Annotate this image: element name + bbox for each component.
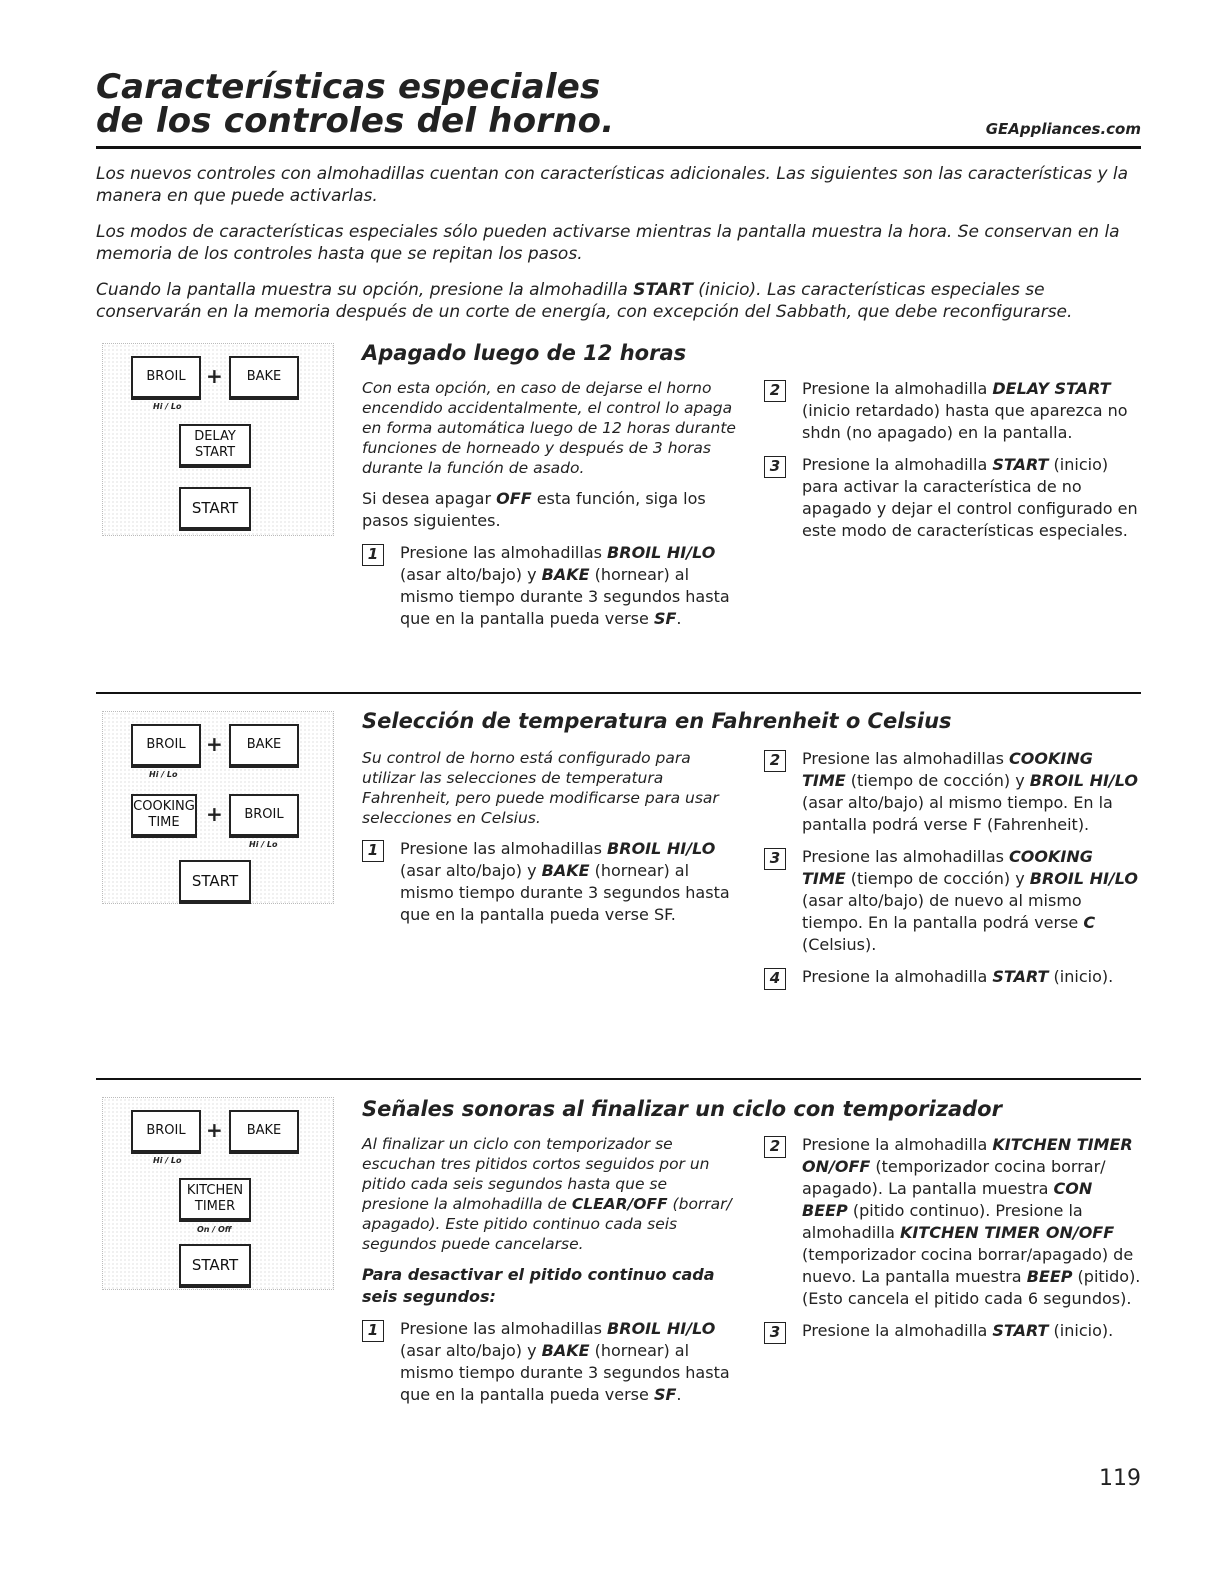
keypad-illustration-2 — [102, 711, 334, 904]
section-3-left-column — [362, 1134, 737, 1416]
section-2-step-1: 1 Presione las almohadillas BROIL HI/LO (asar alto/bajo) y BAKE (hornear) al mismo tiempo durante 3 segundos hasta que en la pantalla pueda verse SF. — [362, 838, 737, 926]
plus-sign: + — [206, 732, 223, 756]
section-2-left-column — [362, 748, 737, 936]
step-number-icon: 2 — [764, 750, 786, 772]
section-1-step-3: 3 Presione la almohadilla START (inicio) para activar la característica de no apagado y dejar el control configurado en este modo de características especiales. — [764, 454, 1139, 542]
step-number-icon: 3 — [764, 456, 786, 478]
section-1-step-1: 1 Presione las almohadillas BROIL HI/LO (asar alto/bajo) y BAKE (hornear) al mismo tiempo durante 3 segundos hasta que en la pantalla pueda verse SF. — [362, 542, 737, 630]
step-number-icon: 1 — [362, 1320, 384, 1342]
hi-lo-label: Hi / Lo — [149, 770, 178, 779]
title-line-1: Características especiales — [96, 67, 601, 107]
site-url: GEAppliances.com — [985, 120, 1141, 138]
section-3-description: Al finalizar un ciclo con temporizador se escuchan tres pitidos cortos seguidos por un pitido cada seis segundos hasta que se presione la almohadilla de CLEAR/OFF (borrar/ apagado). Este pitido continuo cada seis segundos puede cancelarse. — [362, 1135, 732, 1253]
intro-paragraph-1: Los nuevos controles con almohadillas cuentan con características adicionales. Las siguientes son las características y la manera en que puede activarlas. — [96, 164, 1129, 206]
plus-sign: + — [206, 1118, 223, 1142]
header-rule — [96, 146, 1141, 149]
section-1-right-column — [764, 378, 1139, 552]
bake-key: BAKE — [229, 356, 299, 400]
on-off-label: On / Off — [197, 1225, 232, 1234]
kitchen-timer-key: KITCHEN TIMER — [179, 1178, 251, 1222]
step-number-icon: 1 — [362, 840, 384, 862]
section-1-off-note: Si desea apagar OFF esta función, siga los pasos siguientes. — [362, 489, 706, 530]
section-2-step-2: 2 Presione las almohadillas COOKING TIME (tiempo de cocción) y BROIL HI/LO (asar alto/bajo) al mismo tiempo. En la pantalla podrá verse F (Fahrenheit). — [764, 748, 1141, 836]
keypad-illustration-1 — [102, 343, 334, 536]
step-number-icon: 3 — [764, 1322, 786, 1344]
step-number-icon: 4 — [764, 968, 786, 990]
keypad-illustration-3 — [102, 1097, 334, 1290]
intro-paragraph-3: Cuando la pantalla muestra su opción, presione la almohadilla START (inicio). Las características especiales se conservarán en la memoria después de un corte de energía, con excepción del Sabbath, que debe reconfigurarse. — [96, 280, 1073, 322]
step-number-icon: 3 — [764, 848, 786, 870]
broil-key: BROIL — [131, 1110, 201, 1154]
broil-key: BROIL — [229, 794, 299, 838]
page-number: 119 — [1099, 1466, 1141, 1491]
broil-key: BROIL — [131, 724, 201, 768]
hi-lo-label: Hi / Lo — [249, 840, 278, 849]
delay-start-key: DELAY START — [179, 424, 251, 468]
hi-lo-label: Hi / Lo — [153, 402, 182, 411]
start-key: START — [179, 487, 251, 531]
step-number-icon: 2 — [764, 380, 786, 402]
title-line-2: de los controles del horno. — [96, 101, 615, 141]
start-key: START — [179, 1244, 251, 1288]
section-1-title: Apagado luego de 12 horas — [362, 341, 687, 365]
cooking-time-key: COOKING TIME — [131, 794, 197, 838]
section-1-left-column — [362, 378, 737, 640]
section-3-title: Señales sonoras al finalizar un ciclo con temporizador — [362, 1097, 1002, 1121]
page-title — [96, 67, 615, 141]
section-2-description: Su control de horno está configurado para utilizar las selecciones de temperatura Fahrenheit, pero puede modificarse para usar selecciones en Celsius. — [362, 749, 719, 827]
section-2-step-4: 4 Presione la almohadilla START (inicio). — [764, 966, 1141, 990]
intro-paragraph-2: Los modos de características especiales sólo pueden activarse mientras la pantalla muestra la hora. Se conservan en la memoria de los controles hasta que se repitan los pasos. — [96, 222, 1120, 264]
section-3-step-1: 1 Presione las almohadillas BROIL HI/LO (asar alto/bajo) y BAKE (hornear) al mismo tiempo durante 3 segundos hasta que en la pantalla pueda verse SF. — [362, 1318, 737, 1406]
section-divider-1 — [96, 692, 1141, 694]
section-2-title: Selección de temperatura en Fahrenheit o Celsius — [362, 709, 952, 733]
step-number-icon: 2 — [764, 1136, 786, 1158]
plus-sign: + — [206, 802, 223, 826]
section-3-subheading: Para desactivar el pitido continuo cada seis segundos: — [362, 1265, 715, 1306]
bake-key: BAKE — [229, 724, 299, 768]
section-2-step-3: 3 Presione las almohadillas COOKING TIME (tiempo de cocción) y BROIL HI/LO (asar alto/bajo) de nuevo al mismo tiempo. En la pantalla podrá verse C (Celsius). — [764, 846, 1141, 956]
hi-lo-label: Hi / Lo — [153, 1156, 182, 1165]
section-divider-2 — [96, 1078, 1141, 1080]
plus-sign: + — [206, 364, 223, 388]
section-1-step-2: 2 Presione la almohadilla DELAY START (inicio retardado) hasta que aparezca no shdn (no apagado) en la pantalla. — [764, 378, 1139, 444]
section-1-description: Con esta opción, en caso de dejarse el horno encendido accidentalmente, el control lo apaga en forma automática luego de 12 horas durante funciones de horneado y después de 3 horas durante la función de asado. — [362, 379, 736, 477]
section-2-right-column — [764, 748, 1141, 1000]
section-3-step-3: 3 Presione la almohadilla START (inicio). — [764, 1320, 1141, 1344]
broil-key: BROIL — [131, 356, 201, 400]
step-number-icon: 1 — [362, 544, 384, 566]
section-3-right-column — [764, 1134, 1141, 1354]
section-3-step-2: 2 Presione la almohadilla KITCHEN TIMER ON/OFF (temporizador cocina borrar/ apagado). La pantalla muestra CON BEEP (pitido continuo). Presione la almohadilla KITCHEN TIMER ON/OFF (temporizador cocina borrar/apagado) de nuevo. La pantalla muestra BEEP (pitido). (Esto cancela el pitido cada 6 segundos). — [764, 1134, 1141, 1310]
start-key: START — [179, 860, 251, 904]
bake-key: BAKE — [229, 1110, 299, 1154]
